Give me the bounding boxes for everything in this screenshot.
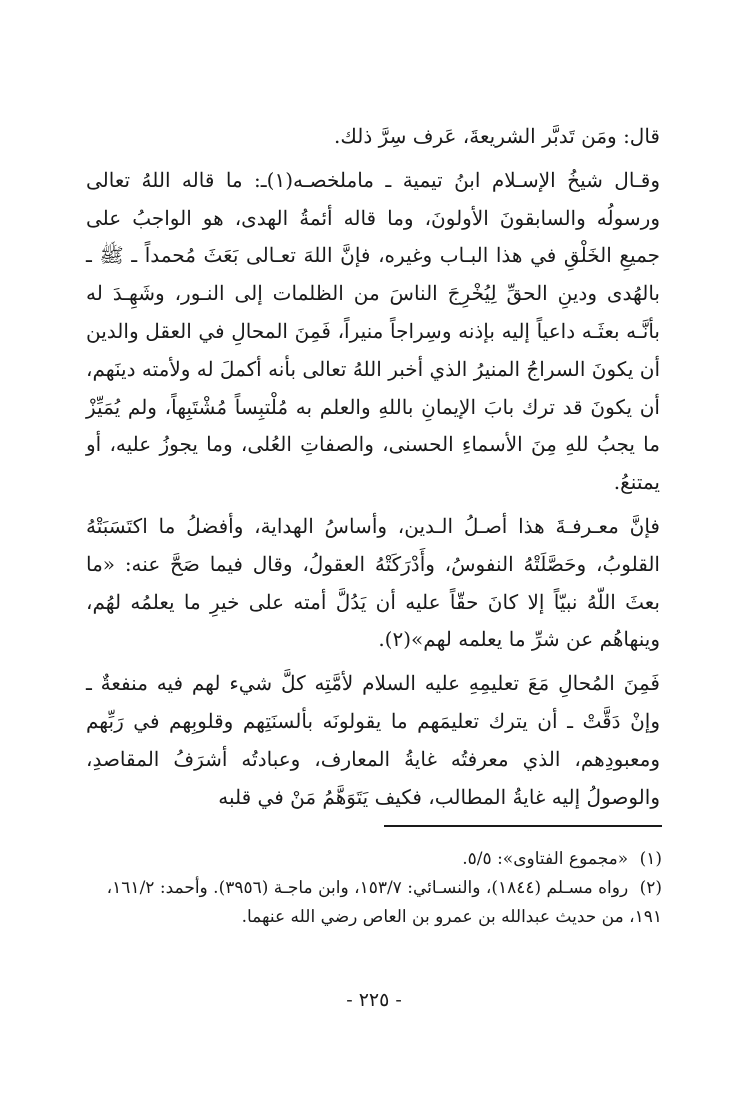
footnote-1 bbox=[84, 845, 662, 874]
footnotes bbox=[84, 845, 662, 932]
main-text bbox=[86, 118, 660, 816]
footnote-2-text: رواه مسـلم (١٨٤٤)، والنسـائي: ١٥٣/٧، وابن ماجـة (٣٩٥٦). وأحمد: ١٦١/٢، ١٩١، من حديث عبدالله بن عمرو بن العاص رضي الله عنهما. bbox=[106, 878, 662, 927]
paragraph-2: وقـال شيخُ الإسـلام ابنُ تيمية ـ ماملخصـه(١)ـ: ما قاله اللهُ تعالى ورسولُه والسابقونَ الأولونَ، وما قاله أئمةُ الهدى، هو الواجبُ على جميعِ الخَلْقِ في هذا البـاب وغيره، فإنَّ اللهَ تعـالى بَعَثَ مُحمداً ـ ﷺ ـ بالهُدى ودينِ الحقِّ لِيُخْرِجَ الناسَ من الظلمات إلى النـور، وشَهِـدَ له بأنَّـه بعثَـه داعياً إليه بإذنه وسِراجاً منيراً، فَمِنَ المحالِ في العقل والدين أن يكونَ السراجُ المنيرُ الذي أخبر اللهُ تعالى بأنه أكملَ له ولأمته دينَهم، أن يكونَ قد ترك بابَ الإيمانِ باللهِ والعلم به مُلْتبِساً مُشْتَبِهاً، ولم يُمَيِّزْ ما يجبُ للهِ مِنَ الأسماءِ الحسنى، والصفاتِ العُلى، وما يجوزُ عليه، أو يمتنعُ. bbox=[86, 167, 660, 495]
footnote-2-number: (٢) bbox=[639, 878, 662, 898]
footnote-1-text: «مجموع الفتاوى»: ٥/٥. bbox=[462, 849, 629, 869]
paragraph-4: فَمِنَ المُحالِ مَعَ تعليمِهِ عليه السلام لأمَّتِه كلَّ شيء لهم فيه منفعةٌ ـ وإنْ دَقَّتْ ـ أن يترك تعليمَهم ما يقولونَه بألسنَتِهم وقلوبِهم في رَبِّهم ومعبودِهم، الذي معرفتُه غايةُ المعارف، وعبادتُه أشرَفُ المقاصدِ، والوصولُ إليه غايةُ المطالب، فكيف يَتَوَهَّمُ مَنْ في قلبه bbox=[86, 671, 660, 809]
footnote-1-number: (١) bbox=[639, 849, 662, 869]
page-number: - ٢٢٥ - bbox=[346, 989, 402, 1011]
paragraph-1: قال: ومَن تَدبَّر الشريعةَ، عَرف سِرَّ ذلك. bbox=[334, 124, 660, 148]
paragraph-3: فإنَّ معـرفـةَ هذا أصـلُ الـدين، وأساسُ الهداية، وأفضلُ ما اكتَسَبَتْهُ القلوبُ، وحَصَّلَتْهُ النفوسُ، وأَدْرَكَتْهُ العقولُ، وقال فيما صَحَّ عنه: «ما بعثَ اللّهُ نبيّاً إلا كانَ حقّاً عليه أن يَدُلَّ أمته على خيرِ ما يعلمُه لهُم، وينهاهُم عن شرِّ ما يعلمه لهم»(٢). bbox=[86, 513, 660, 652]
footnote-separator bbox=[384, 825, 662, 827]
footnote-2 bbox=[84, 874, 662, 932]
